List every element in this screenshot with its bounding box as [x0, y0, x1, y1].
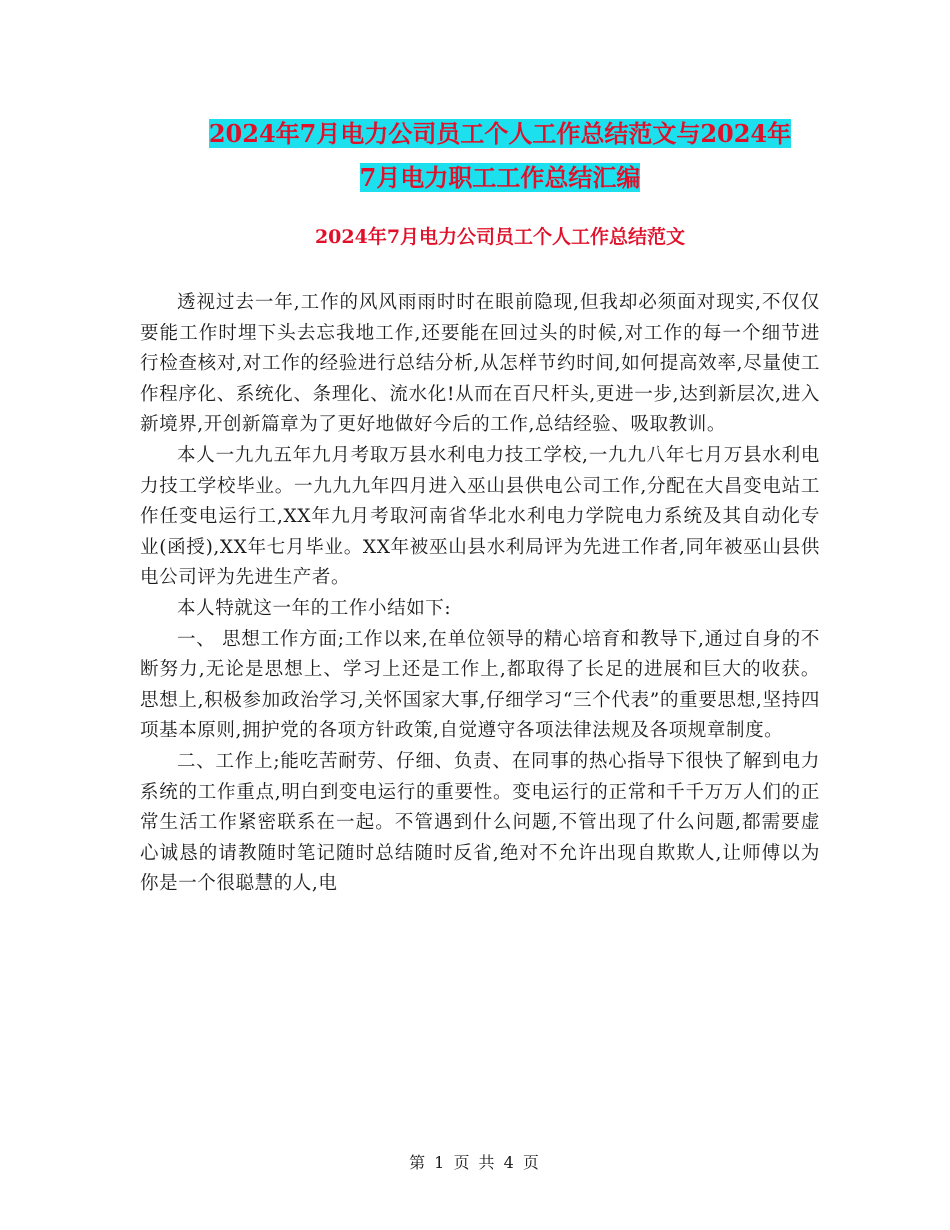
paragraph-3: 本人特就这一年的工作小结如下:	[177, 597, 452, 619]
paragraph-1: 透视过去一年,工作的风风雨雨时时在眼前隐现,但我却必须面对现实,不仅仅要能工作时埋下头去忘我地工作,还要能在回过头的时候,对工作的每一个细节进行检查核对,对工作的经验进行总结分析,从怎样节约时间,如何提高效率,尽量使工作程序化、系统化、条理化、流水化!从而在百尺杆头,更进一步,达到新层次,进入新境界,开创新篇章为了更好地做好今后的工作,总结经验、吸取教训。	[140, 292, 820, 436]
page-footer: 第 1 页 共 4 页	[409, 1153, 541, 1172]
title-line-2: 7月电力职工工作总结汇编	[359, 163, 641, 192]
title-line-1: 2024年7月电力公司员工个人工作总结范文与2024年	[208, 119, 792, 148]
section-title: 2024年7月电力公司员工个人工作总结范文	[314, 226, 686, 248]
document-body	[140, 288, 820, 900]
paragraph-4: 一、 思想工作方面;工作以来,在单位领导的精心培育和教导下,通过自身的不断努力,无论是思想上、学习上还是工作上,都取得了长足的进展和巨大的收获。思想上,积极参加政治学习,关怀国家大事,仔细学习“三个代表”的重要思想,坚持四项基本原则,拥护党的各项方针政策,自觉遵守各项法律法规及各项规章制度。	[140, 628, 820, 742]
paragraph-5: 二、工作上;能吃苦耐劳、仔细、负责、在同事的热心指导下很快了解到电力系统的工作重点,明白到变电运行的重要性。变电运行的正常和千千万万人们的正常生活工作紧密联系在一起。不管遇到什么问题,不管出现了什么问题,都需要虚心诚恳的请教随时笔记随时总结随时反省,绝对不允许出现自欺欺人,让师傅以为你是一个很聪慧的人,电	[140, 750, 820, 895]
document-title	[140, 112, 860, 200]
paragraph-2: 本人一九九五年九月考取万县水利电力技工学校,一九九八年七月万县水利电力技工学校毕业。一九九九年四月进入巫山县供电公司工作,分配在大昌变电站工作任变电运行工,XX年九月考取河南省华北水利电力学院电力系统及其自动化专业(函授),XX年七月毕业。XX年被巫山县水利局评为先进工作者,同年被巫山县供电公司评为先进生产者。	[140, 444, 820, 589]
